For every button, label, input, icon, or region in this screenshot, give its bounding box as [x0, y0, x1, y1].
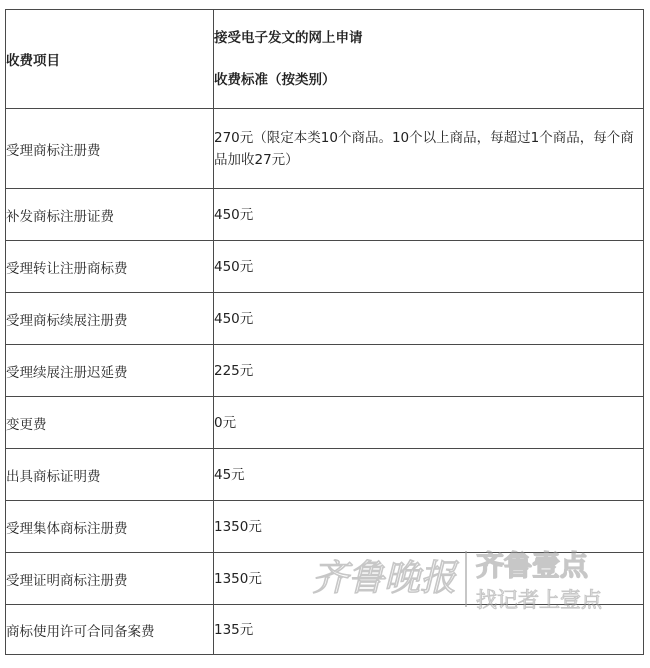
- table-row: [6, 449, 644, 501]
- fee-item: 受理证明商标注册费: [6, 553, 214, 605]
- fee-item: 受理转让注册商标费: [6, 241, 214, 293]
- table-row: [6, 109, 644, 189]
- fee-standard: 0元: [214, 397, 644, 449]
- fee-standard: 450元: [214, 189, 644, 241]
- fee-item: 受理商标续展注册费: [6, 293, 214, 345]
- fee-item: 受理商标注册费: [6, 109, 214, 189]
- fee-standard: 135元: [214, 605, 644, 655]
- fee-item: 受理集体商标注册费: [6, 501, 214, 553]
- table-row: [6, 189, 644, 241]
- fee-item: 受理续展注册迟延费: [6, 345, 214, 397]
- table-row: [6, 501, 644, 553]
- fee-item: 商标使用许可合同备案费: [6, 605, 214, 655]
- header-standard-line2: 收费标准（按类别）: [214, 72, 336, 88]
- fee-item: 出具商标证明费: [6, 449, 214, 501]
- fee-standard: 450元: [214, 241, 644, 293]
- fee-table: [5, 9, 644, 655]
- table-row: [6, 397, 644, 449]
- fee-standard: 450元: [214, 293, 644, 345]
- fee-standard: 1350元: [214, 501, 644, 553]
- table-row: [6, 345, 644, 397]
- fee-standard: 225元: [214, 345, 644, 397]
- table-row: [6, 241, 644, 293]
- fee-item: 补发商标注册证费: [6, 189, 214, 241]
- table-row: [6, 605, 644, 655]
- table-row: [6, 553, 644, 605]
- table-row: [6, 293, 644, 345]
- fee-standard: 270元（限定本类10个商品。10个以上商品，每超过1个商品，每个商品加收27元）: [214, 109, 644, 189]
- fee-standard: 1350元: [214, 553, 644, 605]
- fee-standard: 45元: [214, 449, 644, 501]
- fee-item: 变更费: [6, 397, 214, 449]
- watermark-product: 齐鲁壹点: [476, 549, 589, 582]
- watermark-brand: 齐鲁晚报: [312, 558, 457, 599]
- header-standard-cell: [214, 10, 644, 109]
- header-standard-line1: 接受电子发文的网上申请: [214, 30, 363, 46]
- header-row: [6, 10, 644, 109]
- header-item-cell: 收费项目: [6, 10, 214, 109]
- watermark-tagline: 找记者上壹点: [476, 588, 602, 612]
